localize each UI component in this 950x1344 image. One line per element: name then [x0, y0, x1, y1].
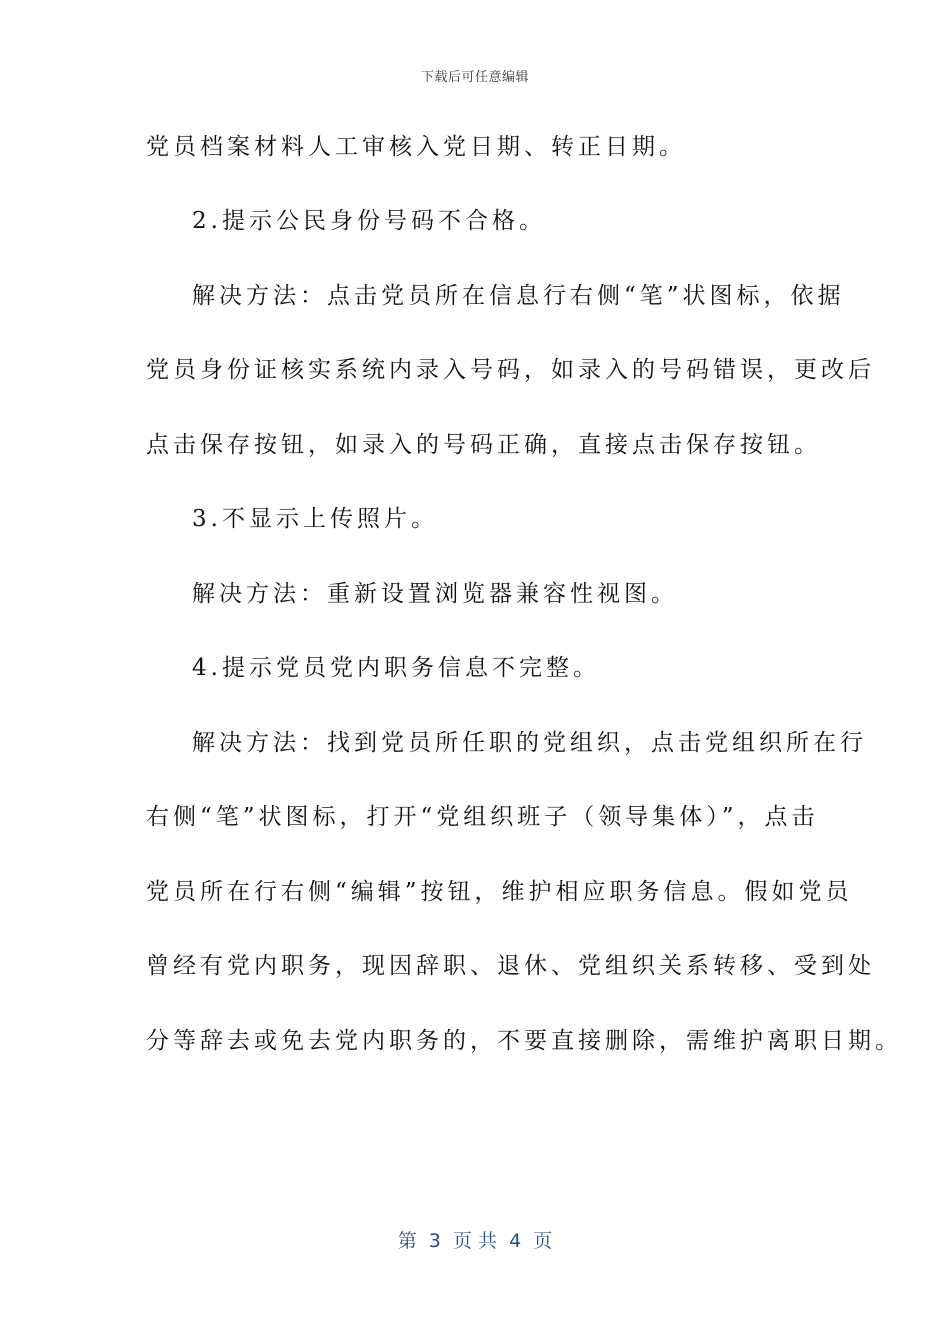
page-number-footer: 第 3 页 共 4 页 [397, 1230, 553, 1252]
body-line-3: 解决方法：点击党员所在信息行右侧“笔”状图标，依据 [192, 283, 845, 309]
body-line-6: 3.不显示上传照片。 [192, 506, 438, 532]
body-line-10: 右侧“笔”状图标，打开“党组织班子（领导集体）”，点击 [146, 804, 819, 830]
body-line-9: 解决方法：找到党员所任职的党组织，点击党组织所在行 [192, 730, 867, 756]
body-line-13: 分等辞去或免去党内职务的，不要直接删除，需维护离职日期。 [146, 1028, 902, 1054]
body-line-11: 党员所在行右侧“编辑”按钮，维护相应职务信息。假如党员 [146, 879, 853, 905]
body-line-2: 2.提示公民身份号码不合格。 [192, 208, 546, 234]
body-line-8: 4.提示党员党内职务信息不完整。 [192, 655, 600, 681]
page-header-note: 下载后可任意编辑 [420, 70, 529, 85]
body-line-1: 党员档案材料人工审核入党日期、转正日期。 [146, 134, 686, 160]
body-line-7: 解决方法：重新设置浏览器兼容性视图。 [192, 581, 678, 607]
body-line-5: 点击保存按钮，如录入的号码正确，直接点击保存按钮。 [146, 432, 821, 458]
body-line-12: 曾经有党内职务，现因辞职、退休、党组织关系转移、受到处 [146, 953, 875, 979]
body-line-4: 党员身份证核实系统内录入号码，如录入的号码错误，更改后 [146, 357, 875, 383]
